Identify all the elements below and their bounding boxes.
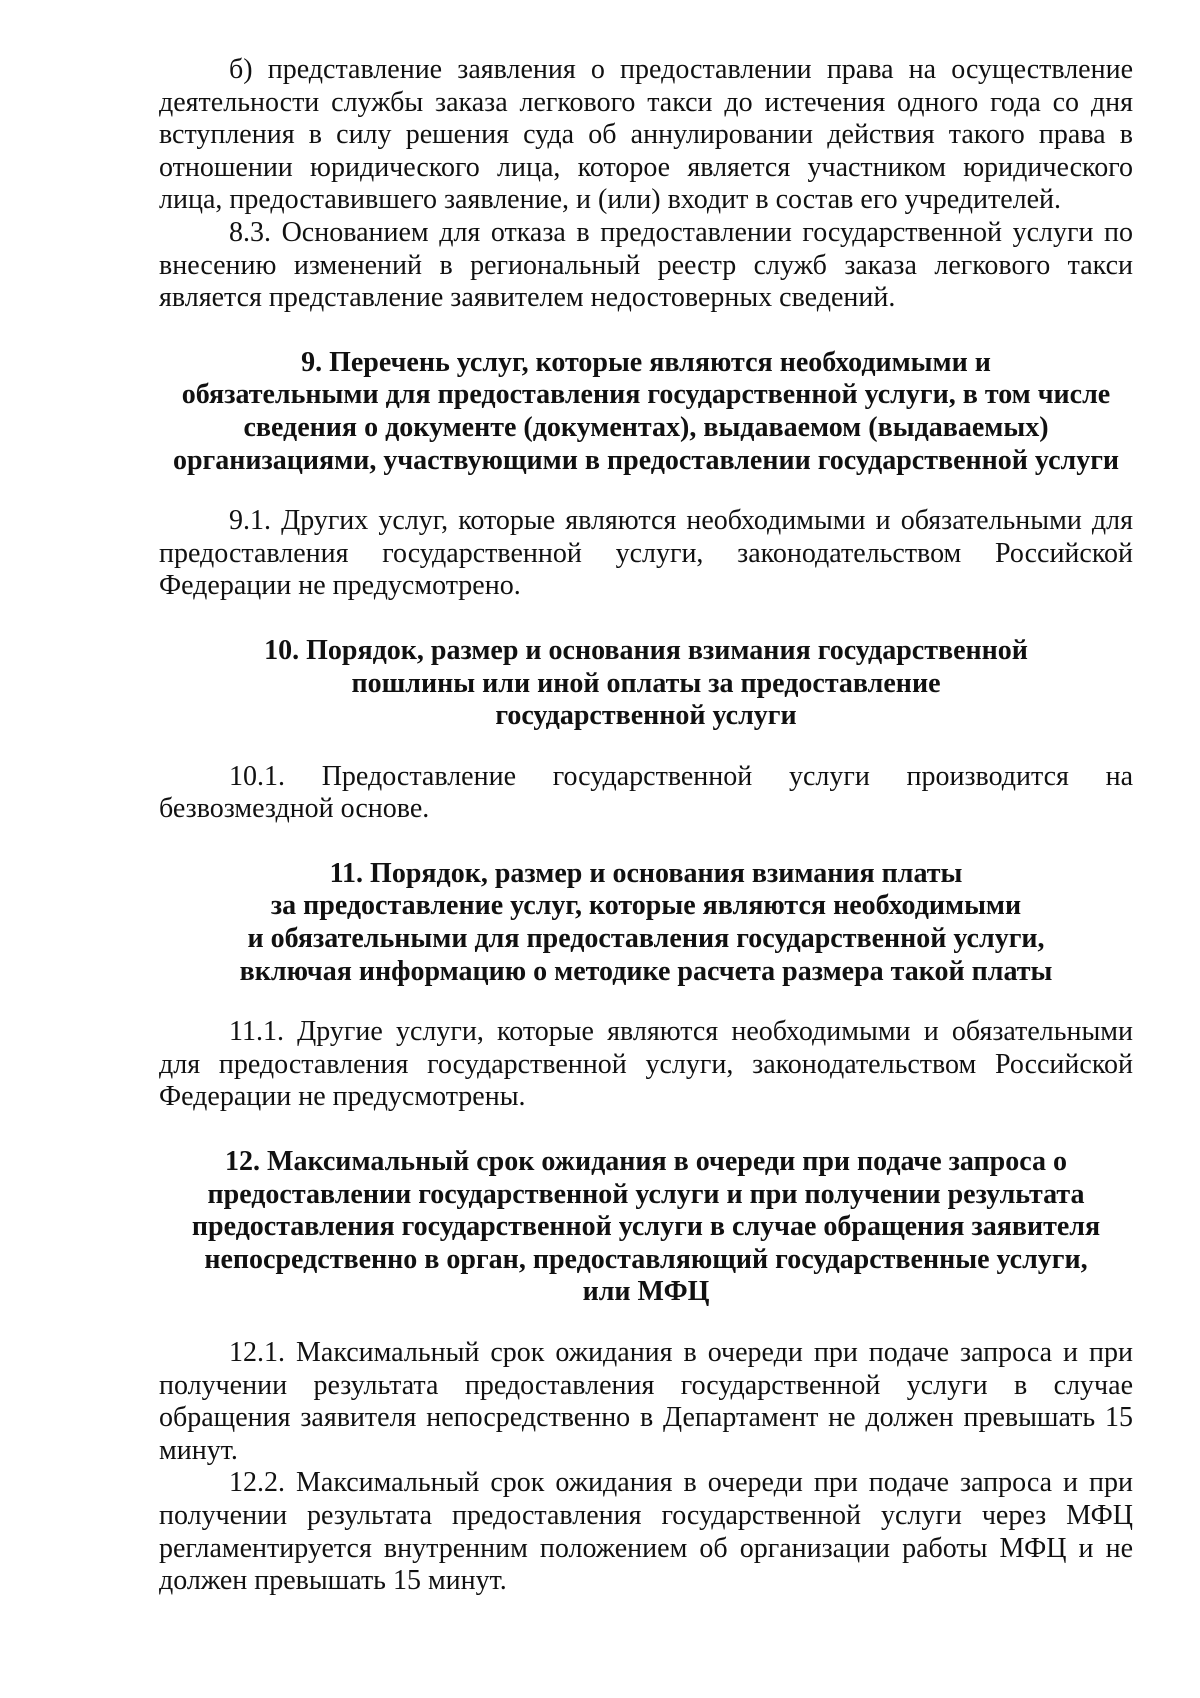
heading-line: обязательными для предоставления государственной услуги, в том числе — [181, 379, 1111, 411]
paragraph-12-2: 12.2. Максимальный срок ожидания в очереди при подаче запроса и при получении результата предоставления государственной услуги через МФЦ регламентируется внутренним положением об организации работы МФЦ и не должен превышать 15 минут. — [159, 1467, 1133, 1597]
heading-line: за предоставление услуг, которые являются необходимыми — [270, 890, 1022, 922]
section-9-heading — [159, 347, 1133, 477]
heading-line: 9. Перечень услуг, которые являются необходимыми и — [301, 346, 991, 378]
heading-line: включая информацию о методике расчета размера такой платы — [239, 955, 1053, 987]
section-12-heading — [159, 1146, 1133, 1309]
paragraph-10-1: 10.1. Предоставление государственной услуги производится на безвозмездной основе. — [159, 760, 1133, 825]
heading-line: 12. Максимальный срок ожидания в очереди при подаче запроса о — [225, 1146, 1067, 1178]
heading-line: пошлины или иной оплаты за предоставление — [351, 667, 941, 699]
paragraph-12-1: 12.1. Максимальный срок ожидания в очереди при подаче запроса и при получении результата предоставления государственной услуги в случае обращения заявителя непосредственно в Департамент не должен превышать 15 минут. — [159, 1337, 1133, 1466]
heading-line: сведения о документе (документах), выдаваемом (выдаваемых) — [243, 411, 1049, 443]
paragraph-8-2-b: б) представление заявления о предоставлении права на осуществление деятельности службы заказа легкового такси до истечения одного года со дня вступления в силу решения суда об аннулировании действия такого права в отношении юридического лица, которое является участником юридического лица, предоставившего заявление, и (или) входит в состав его учредителей. — [159, 54, 1133, 216]
heading-line: 11. Порядок, размер и основания взимания платы — [329, 857, 963, 889]
paragraph-8-3: 8.3. Основанием для отказа в предоставлении государственной услуги по внесению изменений в региональный реестр служб заказа легкового такси является представление заявителем недостоверных сведений. — [159, 216, 1133, 314]
section-10-heading — [159, 635, 1133, 733]
heading-line: или МФЦ — [582, 1276, 710, 1308]
heading-line: организациями, участвующими в предоставлении государственной услуги — [172, 444, 1120, 476]
section-11-heading — [159, 858, 1133, 988]
paragraph-11-1: 11.1. Другие услуги, которые являются необходимыми и обязательными для предоставления государственной услуги, законодательством Российской Федерации не предусмотрены. — [159, 1016, 1133, 1113]
heading-line: непосредственно в орган, предоставляющий государственные услуги, — [204, 1243, 1088, 1275]
heading-line: 10. Порядок, размер и основания взимания государственной — [264, 634, 1028, 666]
heading-line: предоставлении государственной услуги и при получении результата — [207, 1178, 1085, 1210]
paragraph-9-1: 9.1. Других услуг, которые являются необходимыми и обязательными для предоставления государственной услуги, законодательством Российской Федерации не предусмотрено. — [159, 505, 1133, 602]
heading-line: и обязательными для предоставления государственной услуги, — [247, 923, 1045, 955]
document-body — [159, 54, 1133, 1598]
heading-line: государственной услуги — [495, 700, 797, 732]
heading-line: предоставления государственной услуги в случае обращения заявителя — [191, 1211, 1101, 1243]
